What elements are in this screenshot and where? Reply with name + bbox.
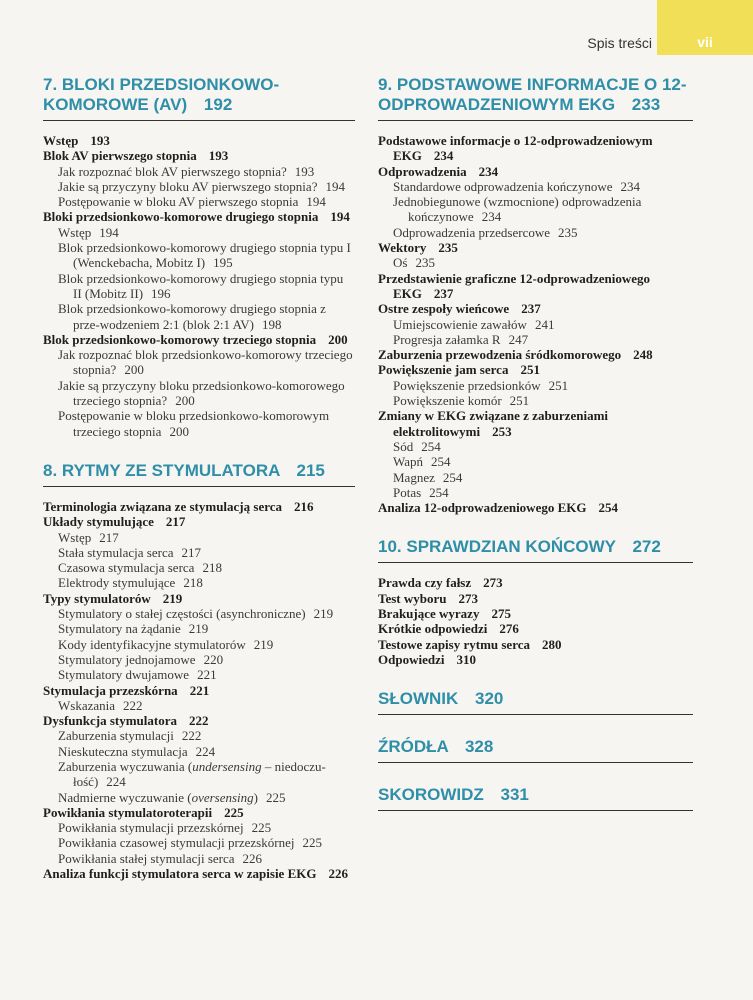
entry-title: Elektrody stymulujące bbox=[58, 575, 176, 591]
entry-page-number: 273 bbox=[483, 575, 503, 591]
entry-page-number: 251 bbox=[548, 377, 569, 393]
toc-subentry[interactable] bbox=[43, 271, 355, 302]
toc-section bbox=[43, 461, 355, 881]
toc-subentry[interactable] bbox=[378, 470, 693, 485]
entry-title: Analiza 12-odprowadzeniowego EKG bbox=[378, 500, 587, 516]
chapter-heading[interactable] bbox=[378, 537, 693, 563]
toc-section bbox=[378, 75, 693, 515]
chapter-heading[interactable] bbox=[378, 737, 693, 763]
toc-subentry[interactable] bbox=[43, 835, 355, 850]
entry-title: Stymulatory jednojamowe bbox=[58, 651, 196, 667]
entry-title: Układy stymulujące bbox=[43, 514, 154, 530]
toc-entry[interactable] bbox=[378, 133, 693, 164]
entry-page-number: 194 bbox=[330, 209, 350, 225]
chapter-title: ŹRÓDŁA bbox=[378, 737, 449, 757]
entry-title: Analiza funkcji stymulatora serca w zapisie EKG bbox=[43, 866, 317, 882]
entry-page-number: 220 bbox=[203, 651, 224, 667]
chapter-page-number: 272 bbox=[632, 537, 661, 557]
entry-page-number: 254 bbox=[429, 484, 449, 500]
entry-page-number: 221 bbox=[189, 682, 210, 698]
entry-title: Postępowanie w bloku przedsionkowo-komorowym trzeciego stopnia bbox=[58, 408, 330, 439]
entry-page-number: 237 bbox=[521, 301, 541, 317]
chapter-heading[interactable] bbox=[378, 75, 693, 121]
toc-right-column bbox=[378, 75, 693, 833]
toc-entry[interactable] bbox=[378, 606, 693, 621]
entry-page-number: 200 bbox=[169, 423, 189, 439]
chapter-heading[interactable] bbox=[43, 75, 355, 121]
entry-title: Blok przedsionkowo-komorowy drugiego stopnia z prze-wodzeniem 2:1 (blok 2:1 AV) bbox=[58, 301, 326, 332]
chapter-page-number: 328 bbox=[464, 737, 494, 757]
toc-subentry[interactable] bbox=[43, 347, 355, 378]
entry-page-number: 219 bbox=[188, 621, 209, 637]
entry-title: Zaburzenia stymulacji bbox=[58, 728, 174, 744]
entry-title: Powiększenie jam serca bbox=[378, 362, 509, 378]
entry-title: Wstęp bbox=[58, 224, 92, 240]
entry-title: Odpowiedzi bbox=[378, 651, 445, 667]
entry-page-number: 225 bbox=[224, 804, 244, 820]
toc-entry[interactable] bbox=[378, 271, 693, 302]
entry-title: Typy stymulatorów bbox=[43, 590, 151, 606]
entry-title: Bloki przedsionkowo-komorowe drugiego stopnia bbox=[43, 209, 319, 225]
toc-subentry[interactable] bbox=[43, 545, 355, 560]
chapter-heading[interactable] bbox=[378, 689, 693, 715]
toc-subentry[interactable] bbox=[43, 790, 355, 805]
entry-page-number: 224 bbox=[106, 774, 126, 790]
toc-entry[interactable] bbox=[43, 332, 355, 347]
entry-page-number: 248 bbox=[633, 347, 653, 363]
entry-page-number: 221 bbox=[197, 667, 217, 683]
toc-subentry[interactable] bbox=[43, 301, 355, 332]
toc-entry[interactable] bbox=[378, 347, 693, 362]
entry-page-number: 222 bbox=[188, 713, 209, 729]
entry-title: Zmiany w EKG związane z zaburzeniami elektrolitowymi bbox=[378, 408, 609, 439]
entry-title: Brakujące wyrazy bbox=[378, 606, 480, 622]
toc-subentry[interactable] bbox=[43, 575, 355, 590]
toc-subentry[interactable] bbox=[378, 378, 693, 393]
toc-subentry[interactable] bbox=[378, 194, 693, 225]
entry-page-number: 253 bbox=[492, 423, 512, 439]
entry-title: Kody identyfikacyjne stymulatorów bbox=[58, 636, 246, 652]
entry-page-number: 226 bbox=[242, 850, 263, 866]
toc-subentry[interactable] bbox=[43, 225, 355, 240]
toc-entry[interactable] bbox=[43, 133, 355, 148]
toc-section bbox=[378, 689, 693, 715]
entry-title: Wektory bbox=[378, 240, 427, 256]
toc-entry[interactable] bbox=[378, 164, 693, 179]
entry-title: Blok przedsionkowo-komorowy trzeciego stopnia bbox=[43, 331, 317, 347]
entry-page-number: 226 bbox=[328, 866, 348, 882]
entry-title: Jak rozpoznać blok AV pierwszego stopnia? bbox=[58, 163, 287, 179]
toc-subentry[interactable] bbox=[43, 164, 355, 179]
chapter-page-number: 331 bbox=[500, 785, 529, 805]
toc-subentry[interactable] bbox=[43, 378, 355, 409]
entry-title: Stymulatory dwujamowe bbox=[58, 667, 190, 683]
entry-title: Nadmierne wyczuwanie ( bbox=[58, 789, 192, 805]
entry-title: Powikłania stymulacji przezskórnej bbox=[58, 820, 244, 836]
entry-title: Oś bbox=[393, 255, 408, 271]
entry-page-number: 222 bbox=[181, 728, 202, 744]
toc-entry[interactable] bbox=[378, 637, 693, 652]
toc-subentry[interactable] bbox=[43, 408, 355, 439]
entry-page-number: 193 bbox=[90, 133, 110, 148]
entry-title: Jakie są przyczyny bloku AV pierwszego stopnia? bbox=[58, 178, 318, 194]
toc-entry[interactable] bbox=[43, 805, 355, 820]
toc-entry[interactable] bbox=[378, 621, 693, 636]
toc-subentry[interactable] bbox=[378, 439, 693, 454]
entry-page-number: 216 bbox=[294, 498, 314, 514]
entry-page-number: 254 bbox=[431, 454, 451, 470]
entry-title: Powikłania stymulatoroterapii bbox=[43, 804, 213, 820]
entry-page-number: 194 bbox=[325, 178, 345, 194]
entry-title: Ostre zespoły wieńcowe bbox=[378, 301, 510, 317]
entry-page-number: 194 bbox=[99, 224, 119, 240]
toc-entry[interactable] bbox=[43, 713, 355, 728]
toc-subentry[interactable] bbox=[378, 179, 693, 194]
entry-title-italic: undersensing bbox=[192, 758, 262, 774]
entry-title: Podstawowe informacje o 12-odprowadzeniowym EKG bbox=[378, 133, 653, 164]
entry-title: Powiększenie komór bbox=[393, 393, 502, 409]
toc-subentry[interactable] bbox=[378, 332, 693, 347]
entry-title: Dysfunkcja stymulatora bbox=[43, 713, 177, 729]
entry-page-number: 247 bbox=[508, 331, 529, 347]
entry-page-number: 200 bbox=[175, 393, 195, 409]
toc-section bbox=[378, 737, 693, 763]
toc-subentry[interactable] bbox=[378, 454, 693, 469]
entry-title: Przedstawienie graficzne 12-odprowadzeniowego EKG bbox=[378, 270, 650, 301]
toc-subentry[interactable] bbox=[378, 317, 693, 332]
entry-title: Test wyboru bbox=[378, 590, 447, 606]
entry-page-number: 251 bbox=[509, 393, 530, 409]
toc-entry[interactable] bbox=[378, 408, 693, 439]
entry-page-number: 195 bbox=[213, 255, 233, 271]
toc-subentry[interactable] bbox=[43, 759, 355, 790]
entry-title: Krótkie odpowiedzi bbox=[378, 621, 488, 637]
entry-page-number: 280 bbox=[542, 636, 562, 652]
toc-subentry[interactable] bbox=[378, 255, 693, 270]
entry-page-number: 273 bbox=[458, 590, 479, 606]
toc-subentry[interactable] bbox=[378, 393, 693, 408]
entry-page-number: 225 bbox=[266, 789, 286, 805]
entry-title: Potas bbox=[393, 484, 422, 500]
toc-subentry[interactable] bbox=[43, 667, 355, 682]
entry-page-number: 218 bbox=[183, 575, 203, 591]
entry-title: Odprowadzenia bbox=[378, 163, 467, 179]
entry-page-number: 276 bbox=[499, 621, 519, 637]
chapter-title: SKOROWIDZ bbox=[378, 785, 484, 805]
entry-page-number: 254 bbox=[598, 500, 618, 516]
toc-entry[interactable] bbox=[378, 362, 693, 377]
entry-page-number: 193 bbox=[208, 148, 229, 164]
running-header-title: Spis treści bbox=[587, 35, 652, 51]
toc-left-column bbox=[43, 75, 355, 903]
chapter-title: 7. BLOKI PRZEDSIONKOWO-KOMOROWE (AV) bbox=[43, 75, 280, 114]
entry-page-number: 198 bbox=[262, 316, 282, 332]
toc-entry[interactable] bbox=[378, 652, 693, 667]
entry-title: Blok przedsionkowo-komorowy drugiego stopnia typu I (Wenckebacha, Mobitz I) bbox=[58, 240, 351, 271]
entry-page-number: 217 bbox=[165, 514, 186, 530]
toc-entry[interactable] bbox=[378, 575, 693, 590]
toc-subentry[interactable] bbox=[43, 851, 355, 866]
toc-entry[interactable] bbox=[378, 240, 693, 255]
chapter-heading[interactable] bbox=[378, 785, 693, 811]
entry-page-number: 237 bbox=[433, 285, 454, 301]
toc-entry[interactable] bbox=[378, 500, 693, 515]
toc-subentry[interactable] bbox=[43, 530, 355, 545]
entry-page-number: 225 bbox=[302, 835, 322, 851]
entry-page-number: 234 bbox=[478, 163, 499, 179]
toc-subentry[interactable] bbox=[43, 637, 355, 652]
entry-page-number: 219 bbox=[313, 606, 334, 622]
toc-entry[interactable] bbox=[43, 209, 355, 224]
entry-title: Zaburzenia przewodzenia śródkomorowego bbox=[378, 347, 622, 363]
entry-title: Stymulacja przezskórna bbox=[43, 682, 178, 698]
entry-title: Wskazania bbox=[58, 697, 116, 713]
entry-page-number: 235 bbox=[415, 255, 435, 271]
entry-title: Wstęp bbox=[58, 529, 92, 545]
entry-title: Jednobiegunowe (wzmocnione) odprowadzenia kończynowe bbox=[393, 194, 642, 225]
toc-subentry[interactable] bbox=[43, 606, 355, 621]
toc-subentry[interactable] bbox=[43, 728, 355, 743]
toc-entry[interactable] bbox=[43, 591, 355, 606]
entry-title-italic: oversensing bbox=[191, 789, 254, 805]
toc-subentry[interactable] bbox=[43, 820, 355, 835]
chapter-page-number: 320 bbox=[475, 689, 504, 709]
entry-title: Stymulatory na żądanie bbox=[58, 621, 181, 637]
entry-title: Stymulatory o stałej częstości (asynchroniczne) bbox=[58, 606, 306, 622]
entry-page-number: 254 bbox=[442, 469, 463, 485]
entry-page-number: 224 bbox=[195, 743, 216, 759]
toc-entry[interactable] bbox=[43, 866, 355, 881]
toc-entry[interactable] bbox=[43, 683, 355, 698]
entry-title-tail: ) bbox=[253, 789, 259, 805]
toc-section bbox=[378, 537, 693, 667]
toc-subentry[interactable] bbox=[378, 225, 693, 240]
entry-title-tail: – niedoczu-łość) bbox=[73, 758, 326, 790]
entry-title: Powikłania stałej stymulacji serca bbox=[58, 850, 235, 866]
toc-section bbox=[43, 75, 355, 439]
entry-page-number: 219 bbox=[162, 590, 183, 606]
entry-title: Czasowa stymulacja serca bbox=[58, 560, 195, 576]
toc-subentry[interactable] bbox=[43, 621, 355, 636]
entry-title: Zaburzenia wyczuwania ( bbox=[58, 758, 193, 774]
entry-title: Jakie są przyczyny bloku przedsionkowo-komorowego trzeciego stopnia? bbox=[58, 377, 345, 409]
entry-title: Testowe zapisy rytmu serca bbox=[378, 636, 531, 652]
entry-page-number: 196 bbox=[151, 285, 171, 301]
chapter-page-number: 233 bbox=[631, 95, 661, 114]
entry-page-number: 275 bbox=[491, 606, 511, 622]
toc-subentry[interactable] bbox=[43, 560, 355, 575]
toc-subentry[interactable] bbox=[43, 698, 355, 713]
chapter-title: 10. SPRAWDZIAN KOŃCOWY bbox=[378, 537, 616, 557]
chapter-title: SŁOWNIK bbox=[378, 689, 459, 709]
entry-title: Standardowe odprowadzenia kończynowe bbox=[393, 178, 613, 194]
entry-page-number: 200 bbox=[124, 362, 144, 378]
entry-title: Blok AV pierwszego stopnia bbox=[43, 148, 197, 164]
entry-title: Progresja załamka R bbox=[393, 331, 501, 347]
toc-entry[interactable] bbox=[43, 499, 355, 514]
chapter-title: 8. RYTMY ZE STYMULATORA bbox=[43, 460, 280, 480]
entry-title: Powikłania czasowej stymulacji przezskórnej bbox=[58, 835, 295, 851]
entry-page-number: 235 bbox=[438, 240, 458, 256]
entry-title: Stała stymulacja serca bbox=[58, 544, 174, 560]
entry-title: Wapń bbox=[393, 454, 423, 470]
entry-page-number: 235 bbox=[558, 224, 578, 240]
toc-section bbox=[378, 785, 693, 811]
page-number-tab: vii bbox=[657, 0, 753, 55]
entry-page-number: 193 bbox=[294, 163, 315, 179]
entry-title: Prawda czy fałsz bbox=[378, 575, 472, 591]
entry-title: Powiększenie przedsionków bbox=[393, 377, 541, 393]
toc-entry[interactable] bbox=[378, 301, 693, 316]
entry-page-number: 234 bbox=[433, 148, 454, 164]
entry-page-number: 234 bbox=[620, 178, 640, 194]
entry-page-number: 241 bbox=[534, 316, 555, 332]
chapter-page-number: 192 bbox=[203, 95, 233, 114]
entry-page-number: 234 bbox=[481, 209, 502, 225]
toc-entry[interactable] bbox=[378, 591, 693, 606]
entry-page-number: 222 bbox=[123, 697, 143, 713]
entry-title: Postępowanie w bloku AV pierwszego stopnia bbox=[58, 194, 299, 210]
toc-subentry[interactable] bbox=[43, 179, 355, 194]
toc-subentry[interactable] bbox=[378, 485, 693, 500]
entry-page-number: 310 bbox=[456, 651, 476, 667]
entry-page-number: 254 bbox=[421, 438, 441, 454]
entry-title: Sód bbox=[393, 438, 414, 454]
entry-page-number: 218 bbox=[202, 560, 222, 576]
entry-page-number: 225 bbox=[251, 820, 272, 836]
entry-page-number: 217 bbox=[99, 529, 119, 545]
entry-page-number: 200 bbox=[328, 331, 348, 347]
chapter-heading[interactable] bbox=[43, 461, 355, 487]
entry-title: Odprowadzenia przedsercowe bbox=[393, 224, 551, 240]
entry-page-number: 219 bbox=[253, 636, 274, 652]
entry-title: Blok przedsionkowo-komorowy drugiego stopnia typu II (Mobitz II) bbox=[58, 270, 344, 301]
toc-subentry[interactable] bbox=[43, 240, 355, 271]
entry-title: Terminologia związana ze stymulacją serca bbox=[43, 498, 283, 514]
entry-title: Umiejscowienie zawałów bbox=[393, 316, 527, 332]
entry-title: Jak rozpoznać blok przedsionkowo-komorowy trzeciego stopnia? bbox=[58, 347, 353, 378]
entry-page-number: 194 bbox=[306, 194, 326, 210]
entry-page-number: 217 bbox=[181, 544, 202, 560]
toc-entry[interactable] bbox=[43, 148, 355, 163]
chapter-page-number: 215 bbox=[296, 460, 325, 480]
entry-title: Nieskuteczna stymulacja bbox=[58, 743, 188, 759]
toc-subentry[interactable] bbox=[43, 744, 355, 759]
toc-entry[interactable] bbox=[43, 514, 355, 529]
chapter-title: 9. PODSTAWOWE INFORMACJE O 12-ODPROWADZENIOWYM EKG bbox=[378, 75, 687, 114]
toc-subentry[interactable] bbox=[43, 194, 355, 209]
toc-subentry[interactable] bbox=[43, 652, 355, 667]
entry-title: Wstęp bbox=[43, 133, 79, 148]
entry-page-number: 251 bbox=[520, 362, 540, 378]
entry-title: Magnez bbox=[393, 469, 435, 485]
